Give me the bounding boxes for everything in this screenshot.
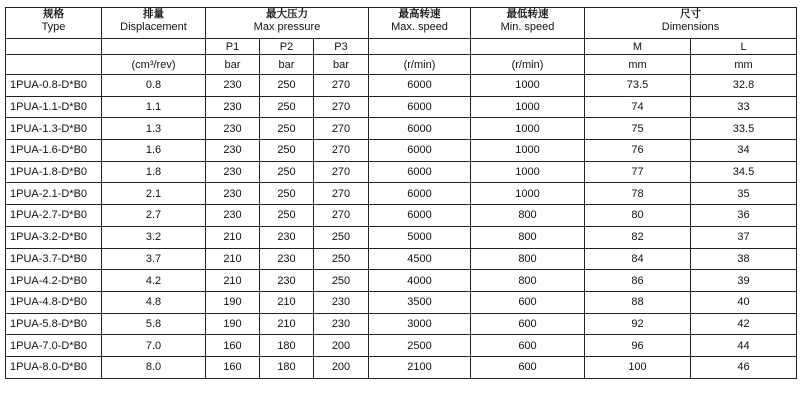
type-cell: 1PUA-1.6-D*B0	[6, 140, 102, 162]
displacement-cell: 2.7	[102, 205, 206, 227]
max-speed-cell: 4500	[369, 248, 471, 270]
p2-cell: 250	[260, 140, 314, 162]
p2-cell: 250	[260, 205, 314, 227]
type-cell: 1PUA-7.0-D*B0	[6, 335, 102, 357]
p2-cell: 230	[260, 270, 314, 292]
max-speed-cell: 2100	[369, 356, 471, 378]
p3-cell: 250	[314, 226, 369, 248]
displacement-cell: 1.6	[102, 140, 206, 162]
displacement-cell: 5.8	[102, 313, 206, 335]
m-cell: 88	[585, 291, 691, 313]
p1-unit: bar	[206, 55, 260, 75]
p3-cell: 250	[314, 248, 369, 270]
min-speed-header-zh: 最低转速	[506, 8, 549, 20]
dimensions-header-zh: 尺寸	[680, 8, 701, 20]
p3-cell: 270	[314, 183, 369, 205]
p2-unit: bar	[260, 55, 314, 75]
l-cell: 35	[691, 183, 797, 205]
table-row	[6, 248, 797, 270]
type-header-zh: 规格	[43, 8, 64, 20]
p1-header: P1	[206, 39, 260, 55]
p2-cell: 250	[260, 96, 314, 118]
p2-cell: 250	[260, 161, 314, 183]
table-body	[6, 75, 797, 379]
p1-cell: 230	[206, 118, 260, 140]
displacement-cell: 4.8	[102, 291, 206, 313]
l-cell: 33.5	[691, 118, 797, 140]
displacement-cell: 2.1	[102, 183, 206, 205]
p2-cell: 180	[260, 335, 314, 357]
min-speed-cell: 800	[471, 226, 585, 248]
p3-cell: 200	[314, 356, 369, 378]
dimensions-header	[585, 8, 797, 39]
table-row	[6, 118, 797, 140]
m-cell: 77	[585, 161, 691, 183]
displacement-header	[102, 8, 206, 39]
p3-cell: 200	[314, 335, 369, 357]
l-cell: 34.5	[691, 161, 797, 183]
type-cell: 1PUA-4.8-D*B0	[6, 291, 102, 313]
min-speed-cell: 1000	[471, 140, 585, 162]
l-cell: 34	[691, 140, 797, 162]
l-cell: 32.8	[691, 75, 797, 97]
max-speed-header-en: Max. speed	[391, 21, 448, 33]
table-row	[6, 205, 797, 227]
unit-row	[6, 55, 797, 75]
min-speed-cell: 600	[471, 335, 585, 357]
displacement-cell: 1.3	[102, 118, 206, 140]
max-speed-cell: 6000	[369, 75, 471, 97]
displacement-cell: 1.8	[102, 161, 206, 183]
p3-cell: 270	[314, 75, 369, 97]
displacement-cell: 7.0	[102, 335, 206, 357]
displacement-cell: 3.7	[102, 248, 206, 270]
m-cell: 75	[585, 118, 691, 140]
p1-cell: 230	[206, 75, 260, 97]
table-row	[6, 75, 797, 97]
table-row	[6, 183, 797, 205]
type-sub-empty	[6, 39, 102, 55]
displacement-cell: 0.8	[102, 75, 206, 97]
min-speed-cell: 600	[471, 291, 585, 313]
spec-table	[5, 7, 797, 379]
min-speed-unit: (r/min)	[471, 55, 585, 75]
displacement-header-en: Displacement	[120, 21, 187, 33]
min-speed-cell: 1000	[471, 183, 585, 205]
max-speed-cell: 3500	[369, 291, 471, 313]
m-cell: 92	[585, 313, 691, 335]
min-speed-cell: 800	[471, 205, 585, 227]
displacement-cell: 4.2	[102, 270, 206, 292]
p2-cell: 230	[260, 248, 314, 270]
min-speed-header	[471, 8, 585, 39]
p2-cell: 210	[260, 291, 314, 313]
table-row	[6, 313, 797, 335]
type-cell: 1PUA-2.1-D*B0	[6, 183, 102, 205]
max-speed-unit: (r/min)	[369, 55, 471, 75]
m-cell: 80	[585, 205, 691, 227]
type-cell: 1PUA-4.2-D*B0	[6, 270, 102, 292]
type-cell: 1PUA-1.1-D*B0	[6, 96, 102, 118]
type-cell: 1PUA-2.7-D*B0	[6, 205, 102, 227]
m-cell: 100	[585, 356, 691, 378]
p2-cell: 250	[260, 183, 314, 205]
p1-cell: 230	[206, 161, 260, 183]
displacement-cell: 8.0	[102, 356, 206, 378]
p1-cell: 210	[206, 248, 260, 270]
l-cell: 38	[691, 248, 797, 270]
p1-cell: 230	[206, 96, 260, 118]
max-speed-sub-empty	[369, 39, 471, 55]
l-cell: 36	[691, 205, 797, 227]
l-unit: mm	[691, 55, 797, 75]
max-pressure-header	[206, 8, 369, 39]
header-row	[6, 8, 797, 39]
max-speed-header	[369, 8, 471, 39]
m-cell: 76	[585, 140, 691, 162]
max-speed-cell: 6000	[369, 205, 471, 227]
table-row	[6, 161, 797, 183]
max-speed-cell: 6000	[369, 140, 471, 162]
p3-cell: 270	[314, 140, 369, 162]
p1-cell: 190	[206, 313, 260, 335]
table-row	[6, 356, 797, 378]
m-cell: 74	[585, 96, 691, 118]
m-cell: 96	[585, 335, 691, 357]
m-cell: 86	[585, 270, 691, 292]
l-cell: 33	[691, 96, 797, 118]
p3-cell: 270	[314, 161, 369, 183]
type-cell: 1PUA-1.3-D*B0	[6, 118, 102, 140]
p1-cell: 160	[206, 356, 260, 378]
l-cell: 46	[691, 356, 797, 378]
min-speed-cell: 800	[471, 248, 585, 270]
l-cell: 39	[691, 270, 797, 292]
max-speed-cell: 6000	[369, 161, 471, 183]
max-pressure-header-zh: 最大压力	[266, 8, 308, 20]
p1-cell: 160	[206, 335, 260, 357]
max-speed-cell: 2500	[369, 335, 471, 357]
p3-header: P3	[314, 39, 369, 55]
type-header	[6, 8, 102, 39]
l-cell: 40	[691, 291, 797, 313]
type-header-en: Type	[41, 21, 66, 33]
min-speed-cell: 1000	[471, 96, 585, 118]
displacement-header-zh: 排量	[143, 8, 164, 20]
type-cell: 1PUA-1.8-D*B0	[6, 161, 102, 183]
displacement-sub-empty	[102, 39, 206, 55]
m-cell: 84	[585, 248, 691, 270]
max-speed-cell: 6000	[369, 96, 471, 118]
m-cell: 82	[585, 226, 691, 248]
p1-cell: 210	[206, 270, 260, 292]
type-cell: 1PUA-3.2-D*B0	[6, 226, 102, 248]
min-speed-cell: 1000	[471, 75, 585, 97]
max-speed-cell: 4000	[369, 270, 471, 292]
type-cell: 1PUA-0.8-D*B0	[6, 75, 102, 97]
min-speed-cell: 600	[471, 313, 585, 335]
type-unit-empty	[6, 55, 102, 75]
m-cell: 78	[585, 183, 691, 205]
l-cell: 37	[691, 226, 797, 248]
p3-cell: 250	[314, 270, 369, 292]
max-speed-header-zh: 最高转速	[398, 8, 441, 20]
displacement-cell: 3.2	[102, 226, 206, 248]
p3-cell: 270	[314, 96, 369, 118]
p2-cell: 230	[260, 226, 314, 248]
p1-cell: 230	[206, 205, 260, 227]
p3-cell: 230	[314, 291, 369, 313]
max-speed-cell: 6000	[369, 183, 471, 205]
p2-cell: 210	[260, 313, 314, 335]
m-cell: 73.5	[585, 75, 691, 97]
m-unit: mm	[585, 55, 691, 75]
table-row	[6, 291, 797, 313]
p2-header: P2	[260, 39, 314, 55]
p1-cell: 230	[206, 183, 260, 205]
max-speed-cell: 3000	[369, 313, 471, 335]
max-speed-cell: 6000	[369, 118, 471, 140]
p2-cell: 250	[260, 118, 314, 140]
p2-cell: 180	[260, 356, 314, 378]
p3-unit: bar	[314, 55, 369, 75]
p3-cell: 270	[314, 118, 369, 140]
p3-cell: 270	[314, 205, 369, 227]
min-speed-cell: 1000	[471, 161, 585, 183]
p3-cell: 230	[314, 313, 369, 335]
dimensions-header-en: Dimensions	[661, 21, 720, 33]
displacement-cell: 1.1	[102, 96, 206, 118]
l-header: L	[691, 39, 797, 55]
min-speed-header-en: Min. speed	[500, 21, 555, 33]
max-pressure-header-en: Max pressure	[253, 21, 321, 33]
p2-cell: 250	[260, 75, 314, 97]
min-speed-cell: 600	[471, 356, 585, 378]
type-cell: 1PUA-3.7-D*B0	[6, 248, 102, 270]
sub-header-row	[6, 39, 797, 55]
l-cell: 42	[691, 313, 797, 335]
l-cell: 44	[691, 335, 797, 357]
type-cell: 1PUA-5.8-D*B0	[6, 313, 102, 335]
min-speed-cell: 1000	[471, 118, 585, 140]
max-speed-cell: 5000	[369, 226, 471, 248]
p1-cell: 230	[206, 140, 260, 162]
table-row	[6, 226, 797, 248]
table-row	[6, 96, 797, 118]
table-row	[6, 335, 797, 357]
min-speed-sub-empty	[471, 39, 585, 55]
m-header: M	[585, 39, 691, 55]
p1-cell: 210	[206, 226, 260, 248]
min-speed-cell: 800	[471, 270, 585, 292]
table-row	[6, 140, 797, 162]
p1-cell: 190	[206, 291, 260, 313]
displacement-unit: (cm³/rev)	[102, 55, 206, 75]
table-row	[6, 270, 797, 292]
type-cell: 1PUA-8.0-D*B0	[6, 356, 102, 378]
